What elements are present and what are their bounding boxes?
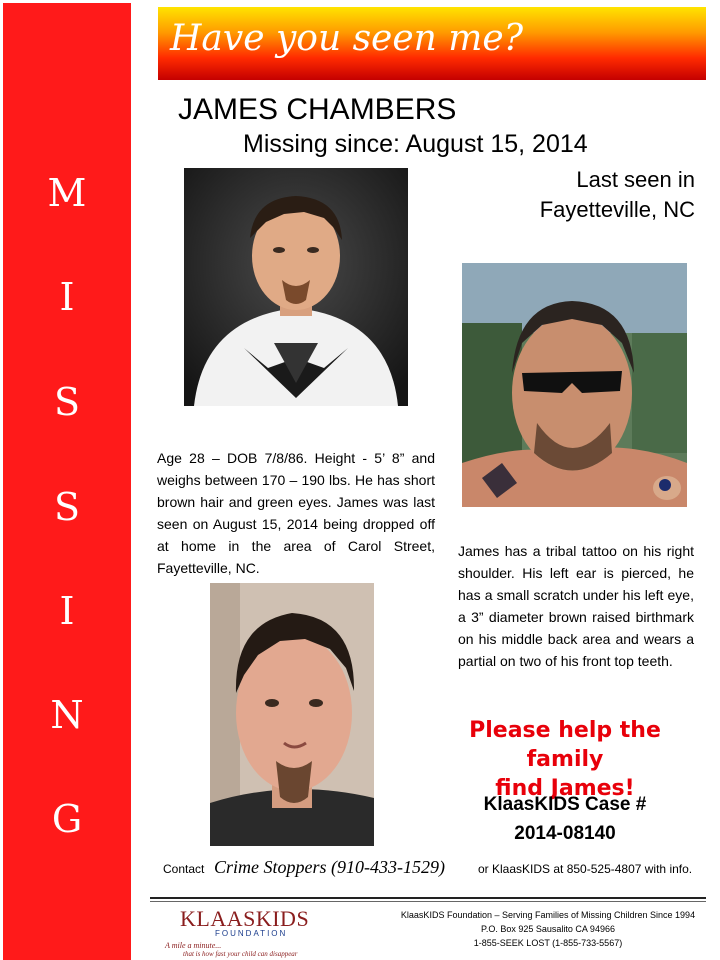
photo-portrait-1 <box>184 168 408 406</box>
missing-sidebar <box>3 3 131 960</box>
missing-since: Missing since: August 15, 2014 <box>243 130 588 158</box>
photo-portrait-2 <box>210 583 374 846</box>
last-seen-label: Last seen in <box>576 167 695 192</box>
sidebar-letter: S <box>53 485 81 529</box>
banner-title: Have you seen me? <box>170 18 524 59</box>
contact-klaaskids: or KlaasKIDS at 850-525-4807 with info. <box>478 862 693 876</box>
logo-tagline-2: that is how fast your child can disappear <box>183 950 298 958</box>
logo-tagline: A mile a minute... <box>165 941 222 950</box>
appeal-line-2: find James! <box>495 776 635 801</box>
klaaskids-logo: KLAASKIDS <box>180 906 310 931</box>
case-number <box>440 790 690 848</box>
case-label: KlaasKIDS Case # <box>483 794 647 815</box>
last-seen-location: Fayetteville, NC <box>539 197 695 222</box>
last-seen <box>470 165 695 225</box>
sidebar-letter: G <box>51 797 83 841</box>
appeal-line-1: Please help the family <box>469 718 661 772</box>
sidebar-letter: N <box>50 693 84 737</box>
footer-address: P.O. Box 925 Sausalito CA 94966 <box>481 924 615 934</box>
footer-org-line: KlaasKIDS Foundation – Serving Families of Missing Children Since 1994 <box>400 910 696 920</box>
contact-label: Contact <box>163 862 205 876</box>
sidebar-letter: S <box>53 380 81 424</box>
sidebar-letter: I <box>59 589 75 633</box>
photo-sunglasses <box>462 263 687 507</box>
description-marks: James has a tribal tattoo on his right shoulder. His left ear is pierced, he has a small scratch under his left eye, a 3” diameter brown raised birthmark on his middle back area and wears a partial on two of his front top teeth. <box>458 543 694 669</box>
contact-crime-stoppers: Crime Stoppers (910-433-1529) <box>214 857 445 877</box>
sidebar-letter: I <box>59 275 75 319</box>
description-physical: Age 28 – DOB 7/8/86. Height - 5’ 8” and weighs between 170 – 190 lbs. He has short brown hair and green eyes. James was last seen on August 15, 2014 being dropped off at home in the area of Carol Street, Fayetteville, NC. <box>157 450 435 576</box>
footer-phone: 1-855-SEEK LOST (1-855-733-5567) <box>473 938 623 948</box>
sidebar-letter: M <box>47 171 87 215</box>
footer-divider <box>150 901 706 902</box>
person-name: JAMES CHAMBERS <box>178 93 457 126</box>
footer-divider <box>150 897 706 899</box>
logo-foundation: FOUNDATION <box>215 929 288 938</box>
case-id: 2014-08140 <box>514 823 616 844</box>
